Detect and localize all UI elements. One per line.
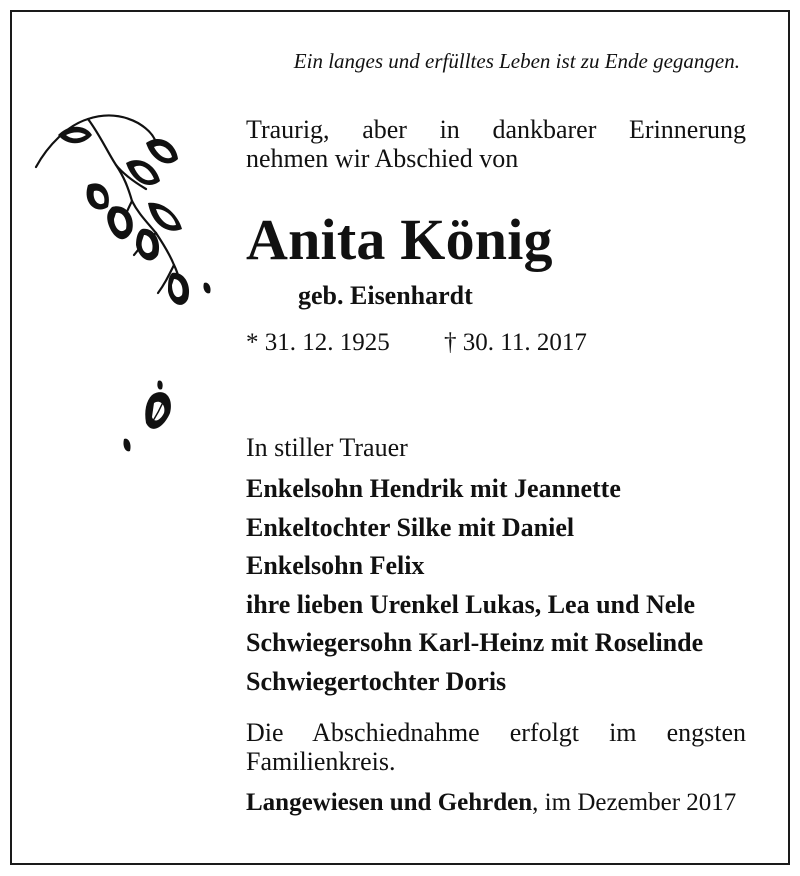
mourner-item: Enkeltochter Silke mit Daniel [246, 512, 575, 542]
mourner-item: ihre lieben Urenkel Lukas, Lea und Nele [246, 589, 696, 619]
notice-line-2: Familienkreis. [246, 747, 396, 776]
death-date: † 30. 11. 2017 [444, 329, 587, 356]
maiden-name: geb. Eisenhardt [298, 281, 473, 310]
mourner-item: Enkelsohn Hendrik mit Jeannette [246, 474, 621, 503]
intro-line-2: nehmen wir Abschied von [246, 144, 519, 173]
farewell-notice [246, 718, 746, 776]
motto-text: Ein langes und erfülltes Leben ist zu Ende gegangen. [293, 49, 740, 73]
birth-date: * 31. 12. 1925 [246, 329, 390, 356]
mourners-list [246, 470, 746, 701]
notice-line-1: Die Abschiednahme erfolgt im engsten [246, 718, 746, 747]
deceased-name: Anita König [246, 207, 553, 272]
intro-line-1: Traurig, aber in dankbarer Erinnerung [246, 115, 746, 144]
place-name: Langewiesen und Gehrden [246, 789, 533, 816]
mourner-item: Schwiegersohn Karl-Heinz mit Roselinde [246, 628, 704, 657]
mourner-item: Enkelsohn Felix [246, 551, 425, 580]
mourner-item: Schwiegertochter Doris [246, 666, 507, 696]
birch-branch-icon [28, 105, 228, 465]
place-date-line [246, 788, 746, 818]
intro-text [246, 115, 746, 173]
mourning-heading: In stiller Trauer [246, 433, 408, 462]
signature-date: , im Dezember 2017 [532, 789, 737, 816]
